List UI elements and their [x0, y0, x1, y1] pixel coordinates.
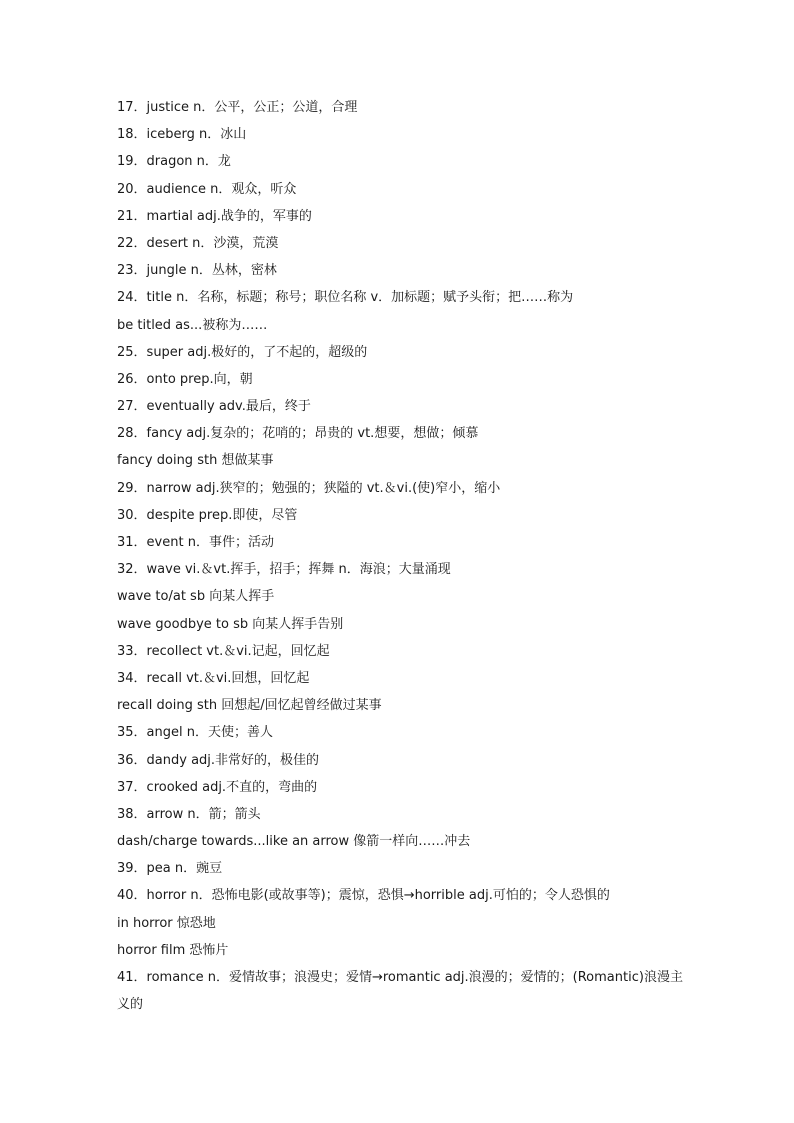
entry-line: 21．martial adj.战争的，军事的: [117, 208, 312, 224]
entry-line: 34．recall vt.＆vi.回想，回忆起: [117, 670, 310, 686]
entry-line: 32．wave vi.＆vt.挥手，招手；挥舞 n．海浪；大量涌现: [117, 562, 451, 578]
entry-line: 35．angel n．天使；善人: [117, 725, 273, 741]
entry-line: 39．pea n．豌豆: [117, 861, 223, 877]
entry-line: 25．super adj.极好的，了不起的，超级的: [117, 344, 368, 360]
phrase-line: in horror 惊恐地: [117, 915, 216, 931]
entry-line-continuation: 义的: [117, 997, 144, 1013]
phrase-line: wave to/at sb 向某人挥手: [117, 589, 275, 605]
entry-line: 20．audience n．观众，听众: [117, 181, 297, 197]
entry-line: 23．jungle n．丛林，密林: [117, 263, 277, 279]
entry-line: 31．event n．事件；活动: [117, 535, 274, 550]
phrase-line: be titled as...被称为……: [117, 317, 268, 333]
entry-line: 28．fancy adj.复杂的；花哨的；昂贵的 vt.想要，想做；倾慕: [117, 426, 479, 442]
phrase-line: horror film 恐怖片: [117, 942, 229, 958]
entry-line: 27．eventually adv.最后，终于: [117, 399, 311, 415]
entry-line: 18．iceberg n．冰山: [117, 127, 247, 143]
phrase-line: recall doing sth 回想起/回忆起曾经做过某事: [117, 698, 382, 714]
entry-line: 17．justice n．公平，公正；公道，合理: [117, 100, 358, 115]
entry-line: 41．romance n．爱情故事；浪漫史；爱情→romantic adj.浪漫的；爱情的；(Romantic)浪漫主: [117, 970, 683, 985]
phrase-line: wave goodbye to sb 向某人挥手告别: [117, 616, 344, 632]
phrase-line: fancy doing sth 想做某事: [117, 453, 274, 469]
entry-line: 37．crooked adj.不直的，弯曲的: [117, 779, 318, 795]
entry-line: 33．recollect vt.＆vi.记起，回忆起: [117, 643, 330, 659]
vocabulary-list: [117, 94, 687, 1018]
entry-line: 40．horror n．恐怖电影(或故事等)；震惊，恐惧→horrible adj.可怕的；令人恐惧的: [117, 888, 610, 904]
phrase-line: dash/charge towards...like an arrow 像箭一样向……冲去: [117, 834, 471, 850]
entry-line: 30．despite prep.即使，尽管: [117, 507, 298, 523]
entry-line: 29．narrow adj.狭窄的；勉强的；狭隘的 vt.＆vi.(使)窄小，缩小: [117, 480, 501, 496]
entry-line: 24．title n．名称，标题；称号；职位名称 v．加标题；赋予头衔；把……称为: [117, 290, 574, 306]
entry-line: 22．desert n．沙漠，荒漠: [117, 235, 279, 251]
entry-line: 36．dandy adj.非常好的，极佳的: [117, 752, 320, 768]
entry-line: 38．arrow n．箭；箭头: [117, 806, 261, 822]
entry-line: 26．onto prep.向，朝: [117, 371, 253, 387]
entry-line: 19．dragon n．龙: [117, 154, 231, 170]
